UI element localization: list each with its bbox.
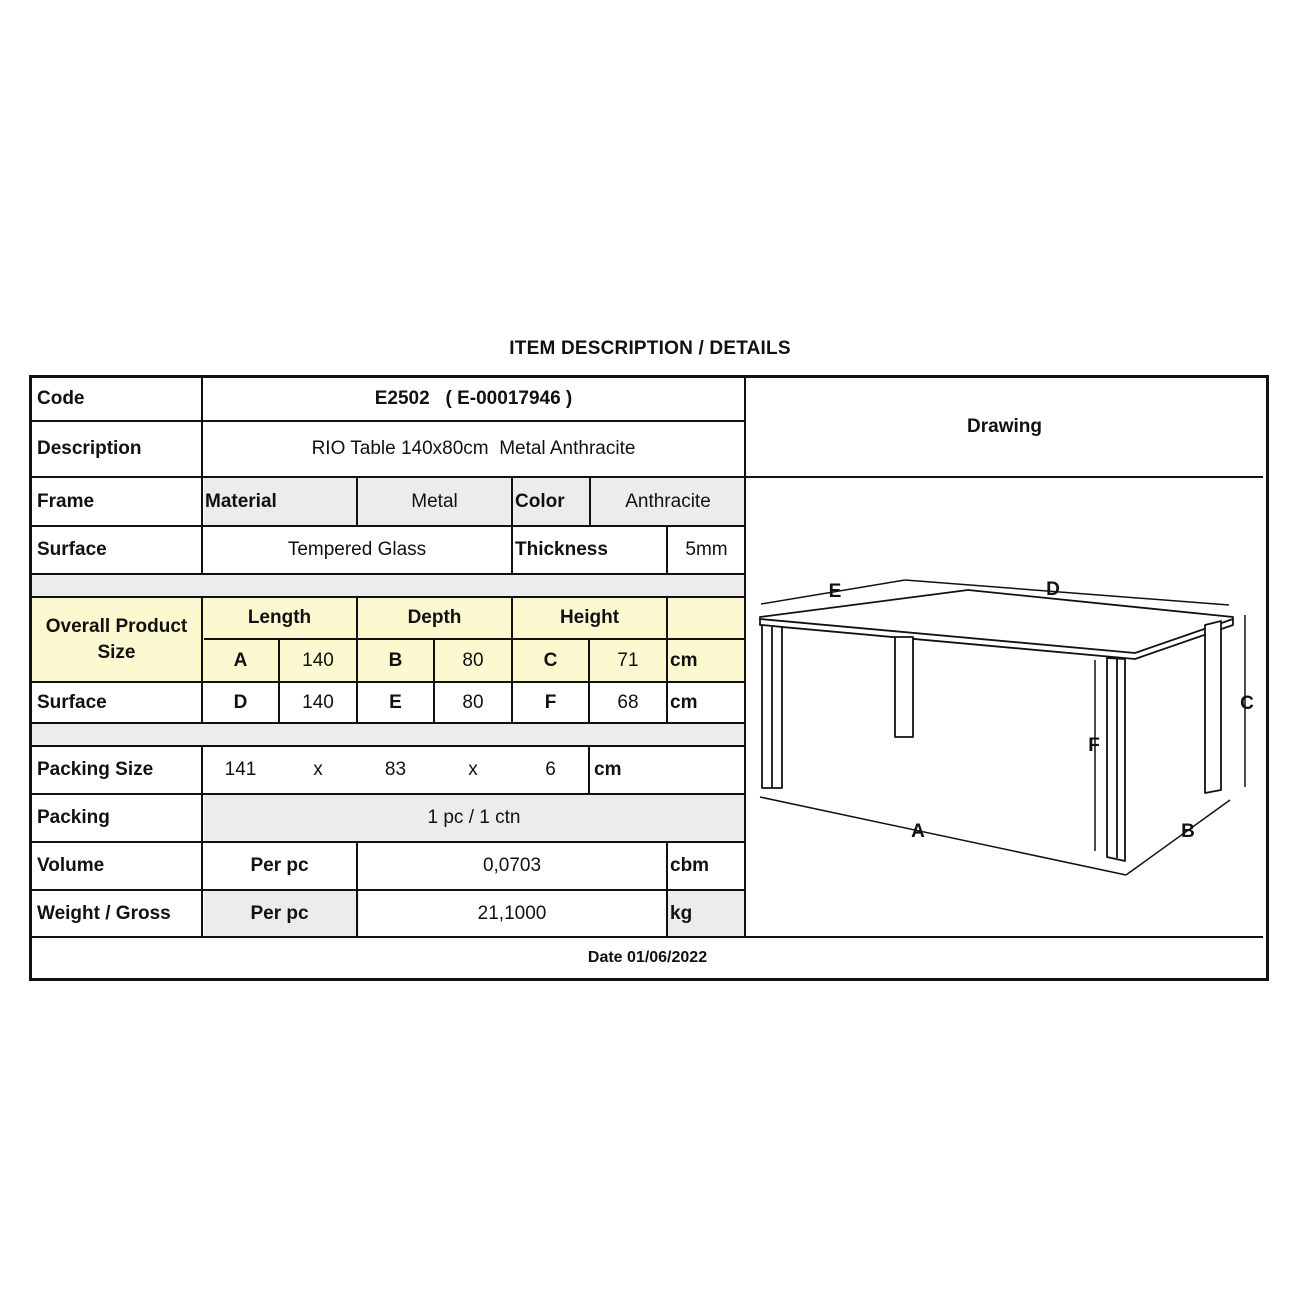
height-header: Height — [559, 607, 620, 628]
spacer-row-2 — [32, 724, 745, 746]
volume-label: Volume — [37, 855, 105, 876]
grid-line — [32, 573, 745, 575]
packing-size-height: 6 — [545, 759, 556, 780]
volume-value: 0,0703 — [482, 855, 542, 876]
weight-per: Per pc — [250, 902, 309, 924]
description-value: RIO Table 140x80cm Metal Anthracite — [311, 438, 636, 459]
overall-unit: cm — [670, 649, 698, 671]
dim-e-value: 80 — [462, 691, 484, 713]
code-label: Code — [37, 388, 85, 409]
grid-line — [32, 722, 745, 724]
weight-unit: kg — [670, 902, 693, 924]
dim-b-letter: B — [388, 649, 403, 671]
drawing-header: Drawing — [967, 416, 1042, 437]
dim-a-value: 140 — [302, 649, 334, 671]
dim-d-value: 140 — [302, 691, 334, 713]
material-label: Material — [205, 490, 277, 512]
page-title: ITEM DESCRIPTION / DETAILS — [509, 338, 791, 359]
dim-f-letter: F — [544, 691, 557, 713]
volume-unit: cbm — [670, 855, 710, 876]
table-drawing — [745, 477, 1265, 937]
thickness-label: Thickness — [515, 539, 608, 560]
dim-f-value: 68 — [617, 691, 639, 713]
length-header: Length — [247, 607, 312, 628]
surface-dims-unit: cm — [670, 691, 698, 713]
weight-value: 21,1000 — [477, 902, 547, 924]
dim-d-letter: D — [233, 691, 248, 713]
volume-per: Per pc — [250, 855, 309, 876]
drawing-label-c: C — [1240, 693, 1254, 714]
dim-c-letter: C — [543, 649, 558, 671]
overall-size-label-line2: Size — [97, 641, 136, 663]
dim-b-value: 80 — [462, 649, 484, 671]
spacer-row-1 — [32, 575, 745, 597]
spec-sheet — [29, 375, 1269, 981]
dim-c-value: 71 — [617, 649, 639, 671]
packing-size-sep-1: x — [313, 759, 323, 780]
packing-size-depth: 83 — [384, 759, 407, 780]
color-label: Color — [515, 490, 565, 512]
drawing-label-f: F — [1088, 735, 1100, 756]
packing-label: Packing — [37, 807, 110, 828]
table-drawing-svg — [745, 477, 1265, 937]
drawing-label-a: A — [911, 821, 925, 842]
description-label: Description — [37, 438, 142, 459]
packing-size-sep-2: x — [468, 759, 478, 780]
date-footer: Date 01/06/2022 — [587, 949, 708, 966]
dim-a-letter: A — [233, 649, 248, 671]
frame-label: Frame — [37, 490, 95, 512]
drawing-label-d: D — [1046, 579, 1060, 600]
drawing-label-e: E — [828, 581, 842, 602]
surface-dims-label: Surface — [37, 691, 107, 713]
code-value: E2502 ( E-00017946 ) — [374, 388, 573, 409]
weight-label: Weight / Gross — [37, 902, 171, 924]
dim-e-letter: E — [389, 691, 402, 713]
overall-size-label-line1: Overall Product — [45, 615, 188, 637]
overall-size-label — [32, 598, 201, 681]
surface-label: Surface — [37, 539, 107, 560]
surface-value: Tempered Glass — [287, 539, 427, 560]
color-value: Anthracite — [625, 490, 711, 512]
packing-value: 1 pc / 1 ctn — [427, 807, 521, 828]
thickness-value: 5mm — [685, 539, 728, 560]
packing-size-label: Packing Size — [37, 759, 154, 780]
drawing-label-b: B — [1181, 821, 1195, 842]
depth-header: Depth — [407, 607, 462, 628]
packing-size-length: 141 — [224, 759, 257, 780]
packing-size-unit: cm — [594, 759, 622, 780]
material-value: Metal — [411, 490, 458, 512]
